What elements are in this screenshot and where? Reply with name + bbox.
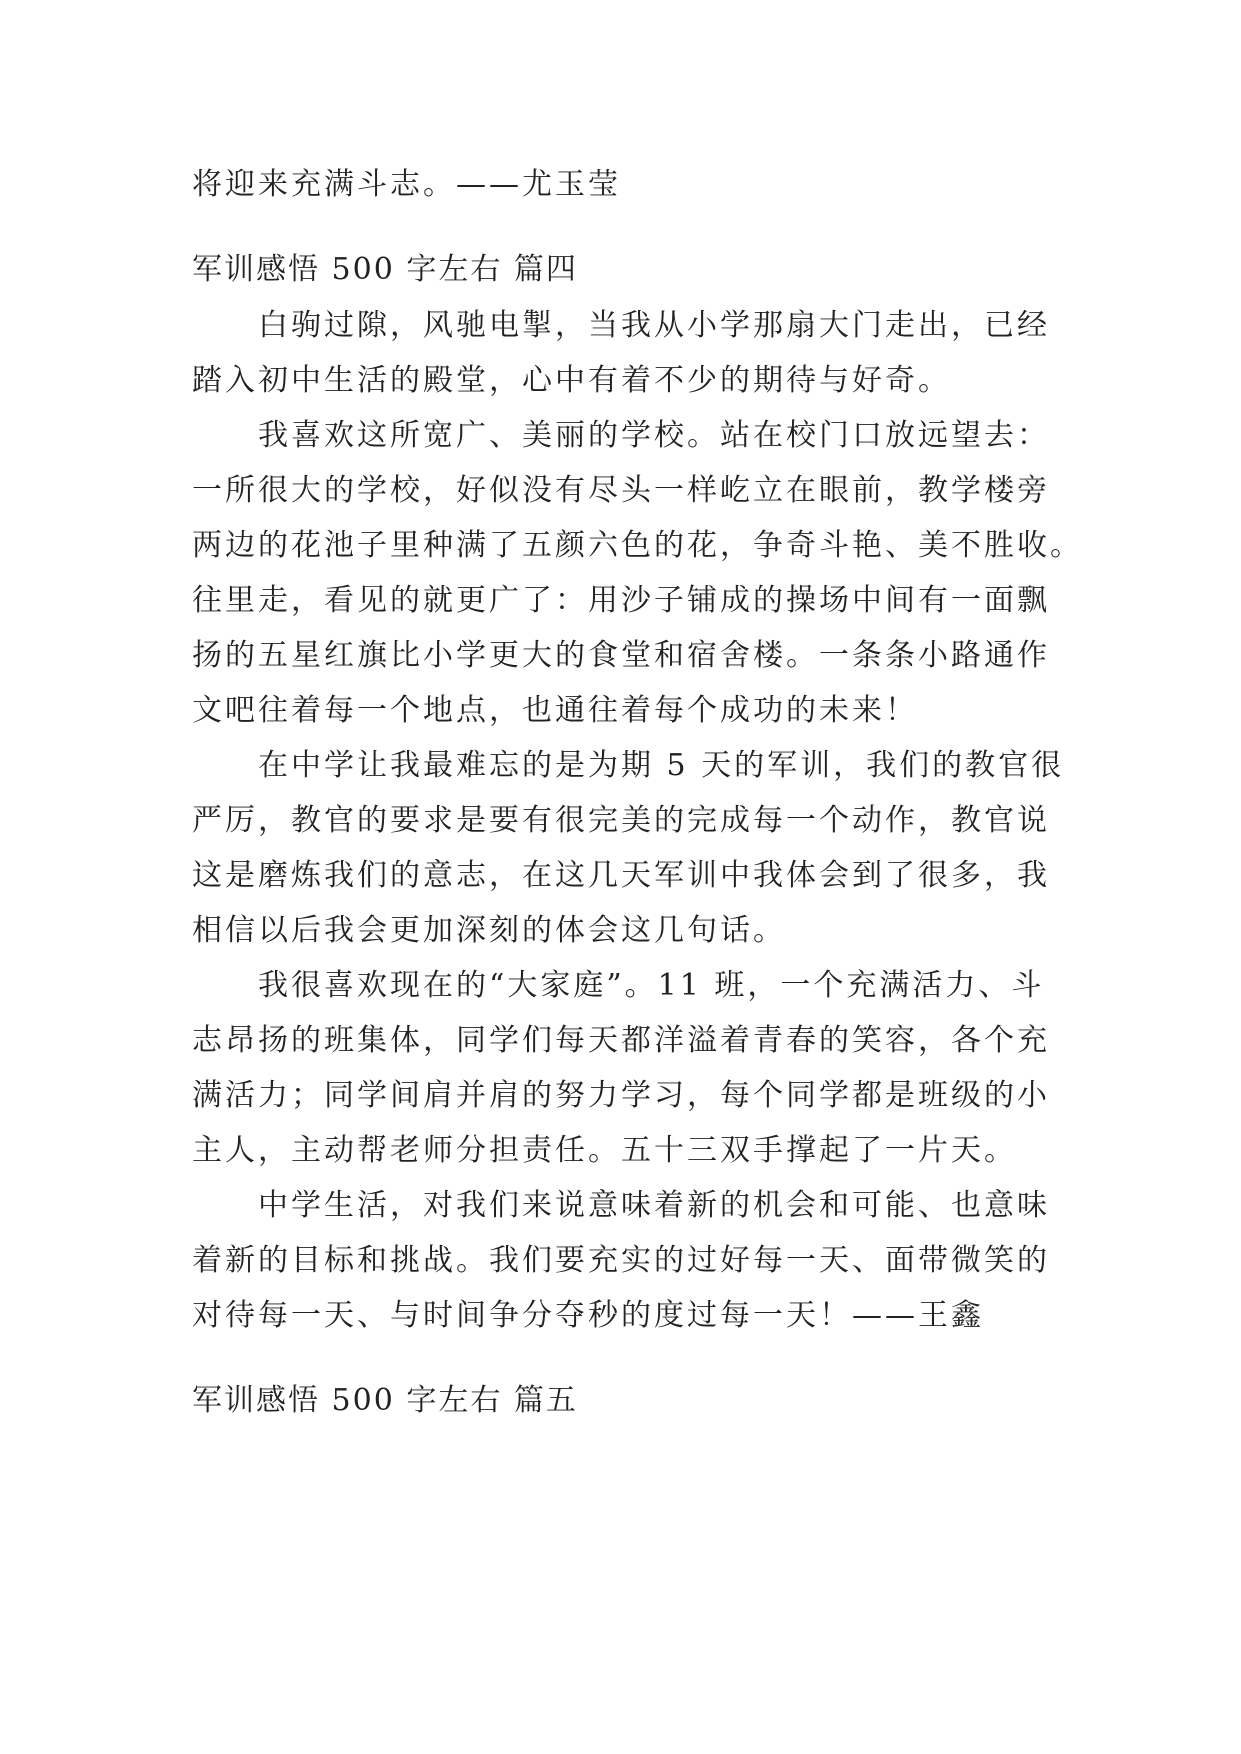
paragraph-line: 着新的目标和挑战。我们要充实的过好每一天、面带微笑的 (192, 1243, 1050, 1278)
paragraph-line: 在中学让我最难忘的是为期 5 天的军训，我们的教官很 (192, 748, 1065, 783)
paragraph-line: 志昂扬的班集体，同学们每天都洋溢着青春的笑容，各个充 (192, 1023, 1050, 1058)
paragraph-line: 我很喜欢现在的“大家庭”。11 班，一个充满活力、斗 (192, 968, 1045, 1003)
text-line-closing-signature: 将迎来充满斗志。——尤玉莹 (192, 167, 621, 202)
paragraph-line: 满活力；同学间肩并肩的努力学习，每个同学都是班级的小 (192, 1078, 1050, 1113)
paragraph-line: 对待每一天、与时间争分夺秒的度过每一天！——王鑫 (192, 1298, 984, 1333)
section-heading-part-four: 军训感悟 500 字左右 篇四 (192, 252, 578, 287)
paragraph-line: 白驹过隙，风驰电掣，当我从小学那扇大门走出，已经 (192, 308, 1050, 343)
paragraph-line: 往里走，看见的就更广了：用沙子铺成的操场中间有一面飘 (192, 583, 1050, 618)
paragraph-line: 文吧往着每一个地点，也通往着每个成功的未来！ (192, 693, 918, 728)
paragraph-line: 主人，主动帮老师分担责任。五十三双手撑起了一片天。 (192, 1133, 1017, 1168)
section-heading-part-five: 军训感悟 500 字左右 篇五 (192, 1383, 578, 1418)
paragraph-line: 扬的五星红旗比小学更大的食堂和宿舍楼。一条条小路通作 (192, 638, 1050, 673)
paragraph-line: 严厉，教官的要求是要有很完美的完成每一个动作，教官说 (192, 803, 1050, 838)
paragraph-line: 两边的花池子里种满了五颜六色的花，争奇斗艳、美不胜收。 (192, 528, 1083, 563)
paragraph-line: 我喜欢这所宽广、美丽的学校。站在校门口放远望去： (192, 418, 1050, 453)
paragraph-line: 这是磨炼我们的意志，在这几天军训中我体会到了很多，我 (192, 858, 1050, 893)
paragraph-line: 中学生活，对我们来说意味着新的机会和可能、也意味 (192, 1188, 1050, 1223)
paragraph-line: 踏入初中生活的殿堂，心中有着不少的期待与好奇。 (192, 363, 951, 398)
paragraph-line: 相信以后我会更加深刻的体会这几句话。 (192, 913, 786, 948)
paragraph-line: 一所很大的学校，好似没有尽头一样屹立在眼前，教学楼旁 (192, 473, 1050, 508)
